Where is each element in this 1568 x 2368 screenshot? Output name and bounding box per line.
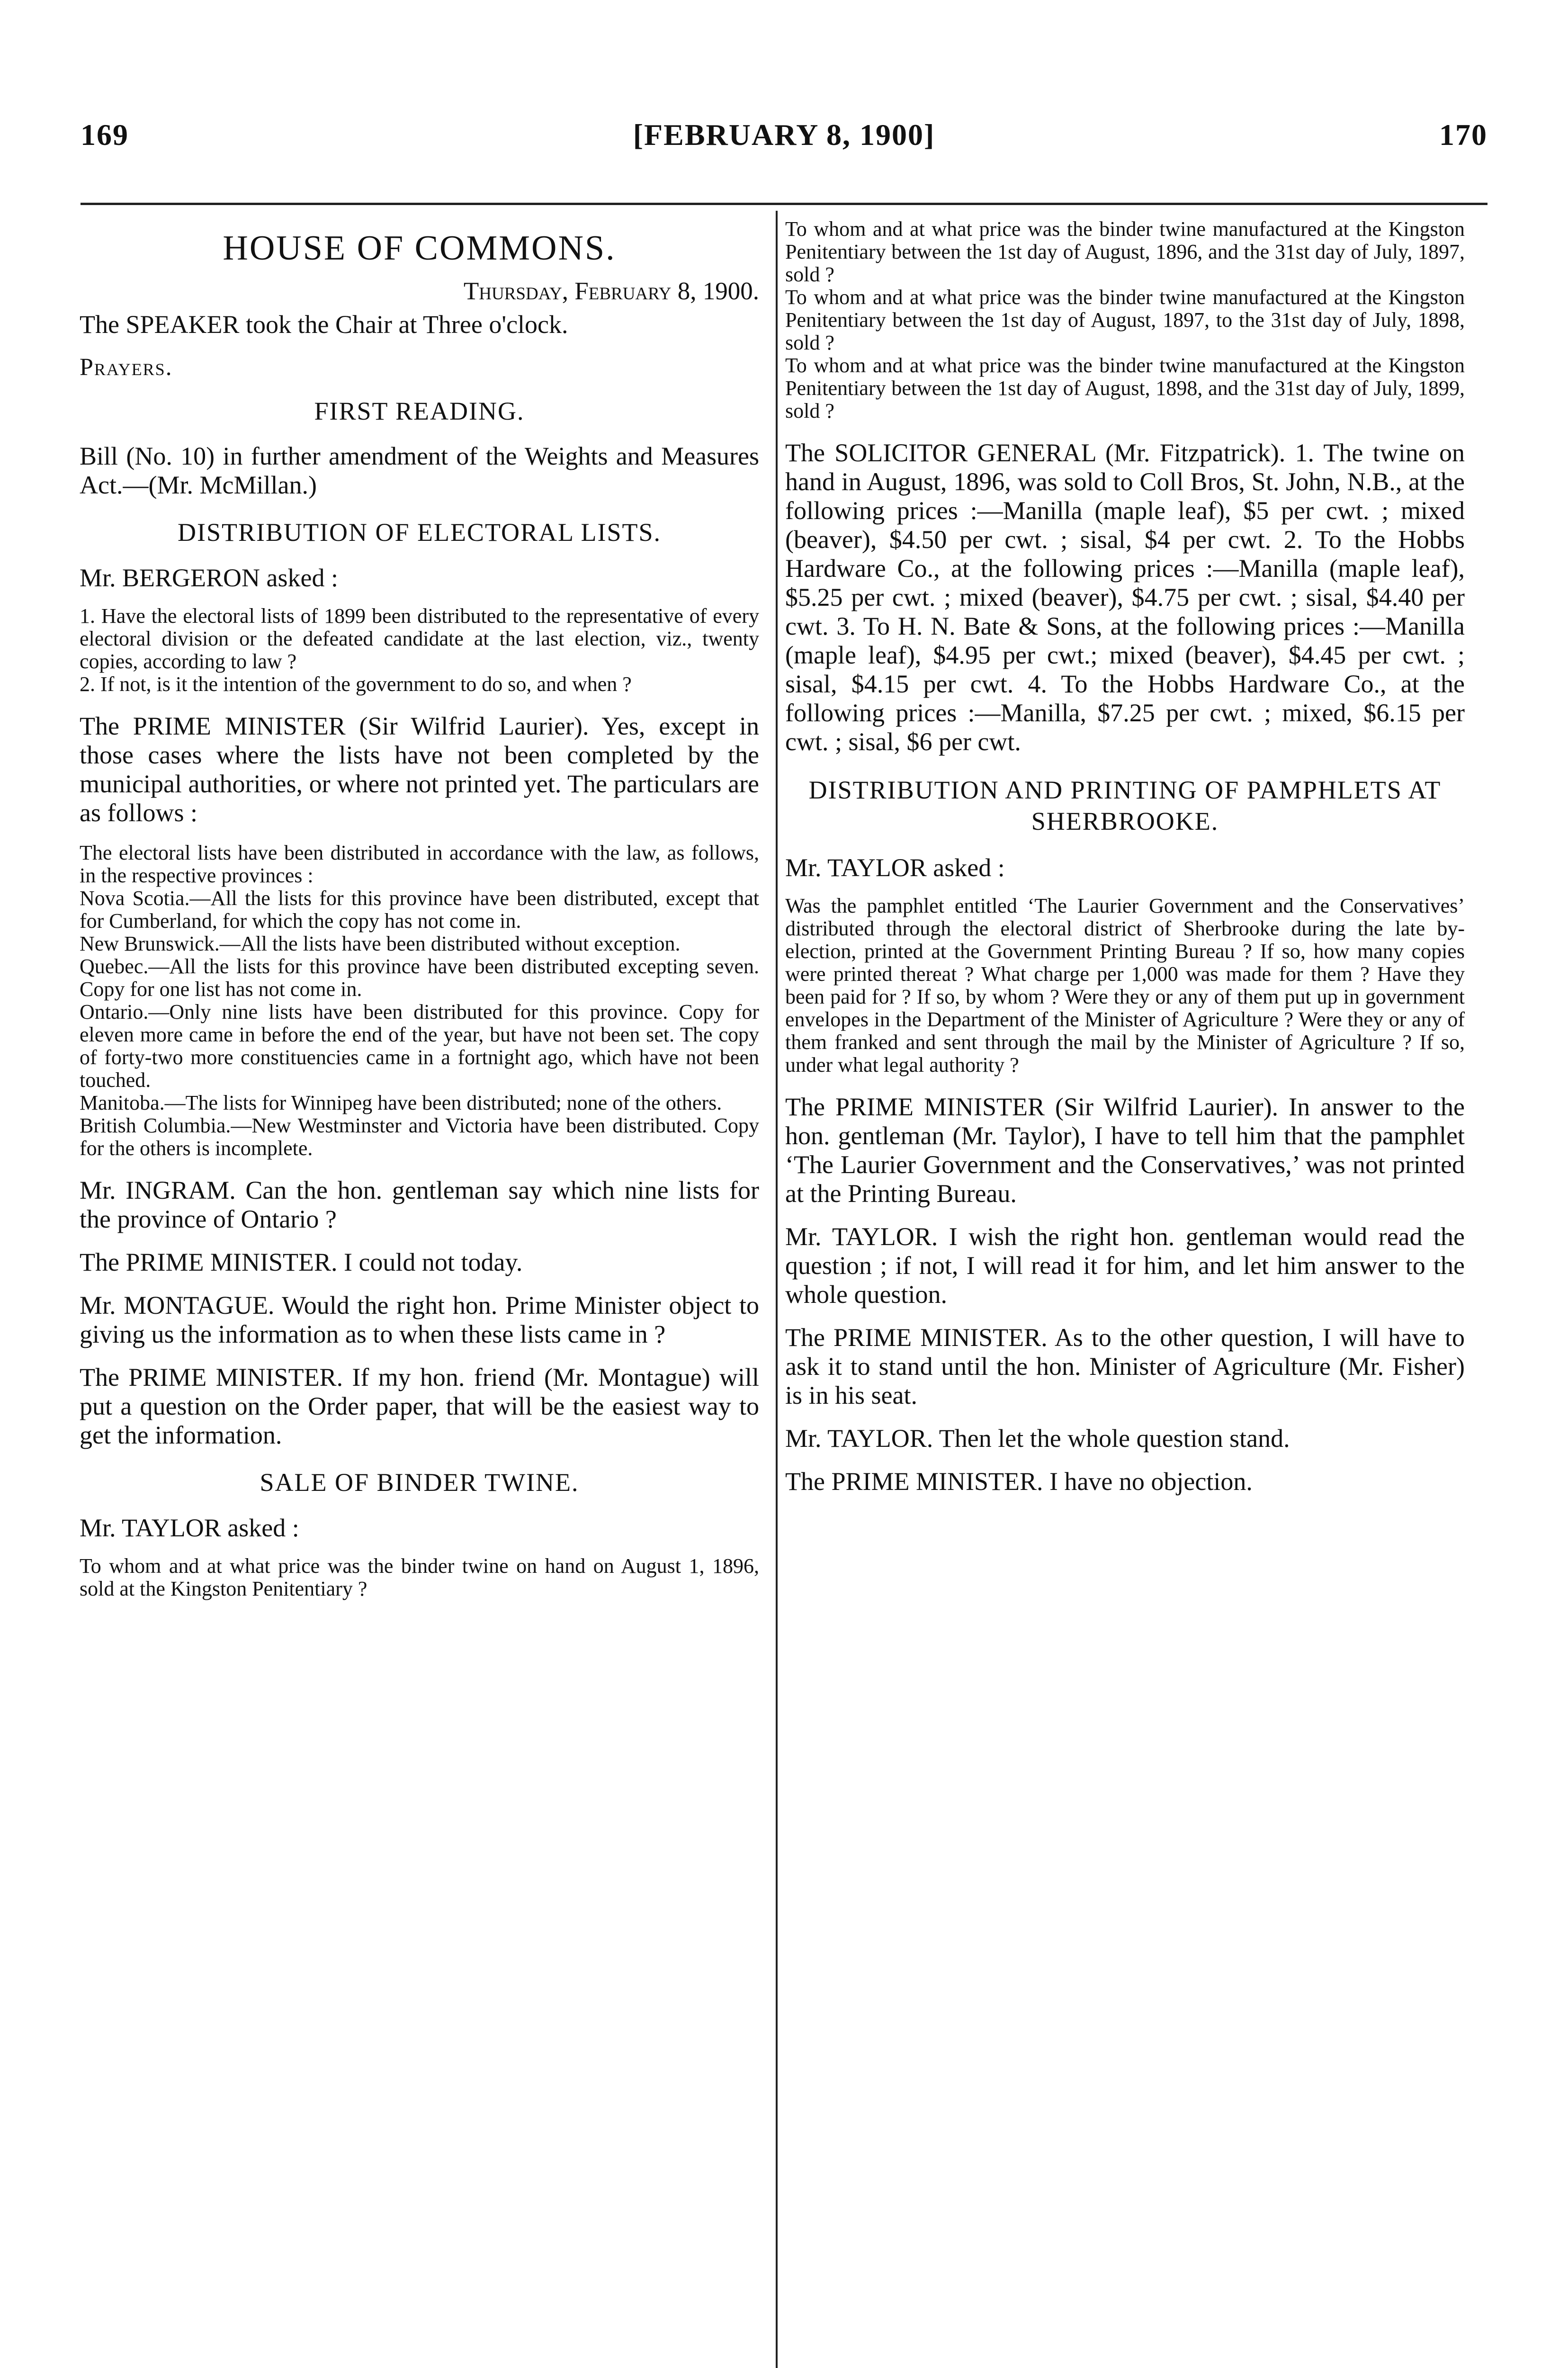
sitting-date xyxy=(80,277,759,305)
solicitor-general-answer: The SOLICITOR GENERAL (Mr. Fitzpatrick). 1. The twine on hand in August, 1896, was sold to Coll Bros, St. John, N.B., at the following prices :—Manilla (maple leaf), $5 per cwt. ; mixed (beaver), $4.50 per cwt. ; sisal, $4 per cwt. 2. To the Hobbs Hardware Co., at the following prices :—Manilla (maple leaf), $5.25 per cwt. ; mixed (beaver), $4.75 per cwt. ; sisal, $4.40 per cwt. 3. To H. N. Bate & Sons, at the following prices :—Manilla (maple leaf), $4.95 per cwt.; mixed (beaver), $4.45 per cwt. ; sisal, $4.15 per cwt. 4. To the Hobbs Hardware Co., at the following prices :—Manilla, $7.25 per cwt. ; mixed, $6.15 per cwt. ; sisal, $6 per cwt. xyxy=(785,439,1465,756)
right-column xyxy=(785,218,1465,1510)
page-number-left: 169 xyxy=(81,118,129,152)
running-head-date: [FEBRUARY 8, 1900] xyxy=(633,118,935,152)
province-quebec: Quebec.—All the lists for this province have been distributed excepting seven. Copy for one list has not come in. xyxy=(80,955,759,1001)
bergeron-asked: Mr. BERGERON asked : xyxy=(80,564,338,592)
province-new-brunswick: New Brunswick.—All the lists have been distributed without exception. xyxy=(80,932,681,955)
question-2: 2. If not, is it the intention of the government to do so, and when ? xyxy=(80,673,632,696)
taylor-let-stand: Mr. TAYLOR. Then let the whole question stand. xyxy=(785,1424,1290,1453)
pm-reply-order-paper: The PRIME MINISTER. If my hon. friend (Mr. Montague) will put a question on the Order paper, that will be the easiest way to get the information. xyxy=(80,1363,759,1449)
pm-other-question: The PRIME MINISTER. As to the other question, I will have to ask it to stand until the hon. Minister of Agriculture (Mr. Fisher) is in his seat. xyxy=(785,1323,1465,1409)
pamphlet-question: Was the pamphlet entitled ‘The Laurier Government and the Conservatives’ distributed through the electoral district of Sherbrooke during the late by-election, printed at the Government Printing Bureau ? If so, how many copies were printed thereat ? What charge per 1,000 was made for them ? Have they been paid for ? If so, by whom ? Were they or any of them put up in government envelopes in the Department of the Minister of Agriculture ? Were they or any of them franked and sent through the mail by the Minister of Agriculture ? If so, under what legal authority ? xyxy=(785,894,1465,1076)
pm-reply-today: The PRIME MINISTER. I could not today. xyxy=(80,1248,523,1276)
first-reading-heading: FIRST READING. xyxy=(314,397,525,425)
province-british-columbia: British Columbia.—New Westminster and Victoria have been distributed. Copy for the others is incomplete. xyxy=(80,1114,759,1160)
taylor-asked-twine: Mr. TAYLOR asked : xyxy=(80,1514,299,1542)
electoral-lists-heading: DISTRIBUTION OF ELECTORAL LISTS. xyxy=(178,518,661,547)
twine-question-4: To whom and at what price was the binder twine manufactured at the Kingston Penitentiary between the 1st day of August, 1898, and the 31st day of July, 1899, sold ? xyxy=(785,354,1465,422)
pm-pamphlet-answer: The PRIME MINISTER (Sir Wilfrid Laurier). In answer to the hon. gentleman (Mr. Taylor), I have to tell him that the pamphlet ‘The Laurier Government and the Conservatives,’ was not printed at the Printing Bureau. xyxy=(785,1093,1465,1208)
montague-question: Mr. MONTAGUE. Would the right hon. Prime Minister object to giving us the information as to when these lists came in ? xyxy=(80,1291,759,1348)
pm-answer-lists: The PRIME MINISTER (Sir Wilfrid Laurier). Yes, except in those cases where the lists have not been completed by the municipal authorities, or where not printed yet. The particulars are as follows : xyxy=(80,712,759,827)
pm-no-objection: The PRIME MINISTER. I have no objection. xyxy=(785,1467,1253,1496)
taylor-asked-pamphlet: Mr. TAYLOR asked : xyxy=(785,853,1005,882)
question-1: 1. Have the electoral lists of 1899 been distributed to the representative of every electoral division or the defeated candidate at the last election, viz., twenty copies, according to law ? xyxy=(80,604,759,673)
speaker-chair-line: The SPEAKER took the Chair at Three o'clock. xyxy=(80,310,568,339)
twine-question-2: To whom and at what price was the binder twine manufactured at the Kingston Penitentiary between the 1st day of August, 1896, and the 31st day of July, 1897, sold ? xyxy=(785,217,1465,286)
column-divider xyxy=(776,211,778,2368)
province-manitoba: Manitoba.—The lists for Winnipeg have been distributed; none of the others. xyxy=(80,1091,722,1114)
twine-question-3: To whom and at what price was the binder twine manufactured at the Kingston Penitentiary between the 1st day of August, 1897, to the 31st day of July, 1898, sold ? xyxy=(785,286,1465,354)
taylor-wish: Mr. TAYLOR. I wish the right hon. gentleman would read the question ; if not, I will read it for him, and let him answer to the whole question. xyxy=(785,1222,1465,1309)
sitting-date-text: Thursday, February 8, 1900. xyxy=(463,278,759,305)
province-ontario: Ontario.—Only nine lists have been distributed for this province. Copy for eleven more came in before the end of the year, but have not been set. The copy of forty-two more constituencies came in a fortnight ago, which have not been touched. xyxy=(80,1000,759,1092)
prayers-label: Prayers. xyxy=(80,354,173,381)
left-column xyxy=(80,218,759,1600)
ingram-question: Mr. INGRAM. Can the hon. gentleman say which nine lists for the province of Ontario ? xyxy=(80,1176,759,1233)
twine-question-1: To whom and at what price was the binder twine on hand on August 1, 1896, sold at the Kingston Penitentiary ? xyxy=(80,1554,759,1600)
pamphlets-heading: DISTRIBUTION AND PRINTING OF PAMPHLETS AT SHERBROOKE. xyxy=(808,776,1442,835)
binder-twine-heading: SALE OF BINDER TWINE. xyxy=(260,1468,579,1497)
bill-entry: Bill (No. 10) in further amendment of the Weights and Measures Act.—(Mr. McMillan.) xyxy=(80,442,759,499)
province-nova-scotia: Nova Scotia.—All the lists for this province have been distributed, except that for Cumberland, for which the copy has not come in. xyxy=(80,887,759,933)
lists-intro: The electoral lists have been distributed in accordance with the law, as follows, in the respective provinces : xyxy=(80,841,759,887)
header-rule xyxy=(81,203,1487,205)
running-head xyxy=(81,117,1487,170)
page-title: HOUSE OF COMMONS. xyxy=(223,229,616,268)
page-number-right: 170 xyxy=(1439,118,1487,152)
